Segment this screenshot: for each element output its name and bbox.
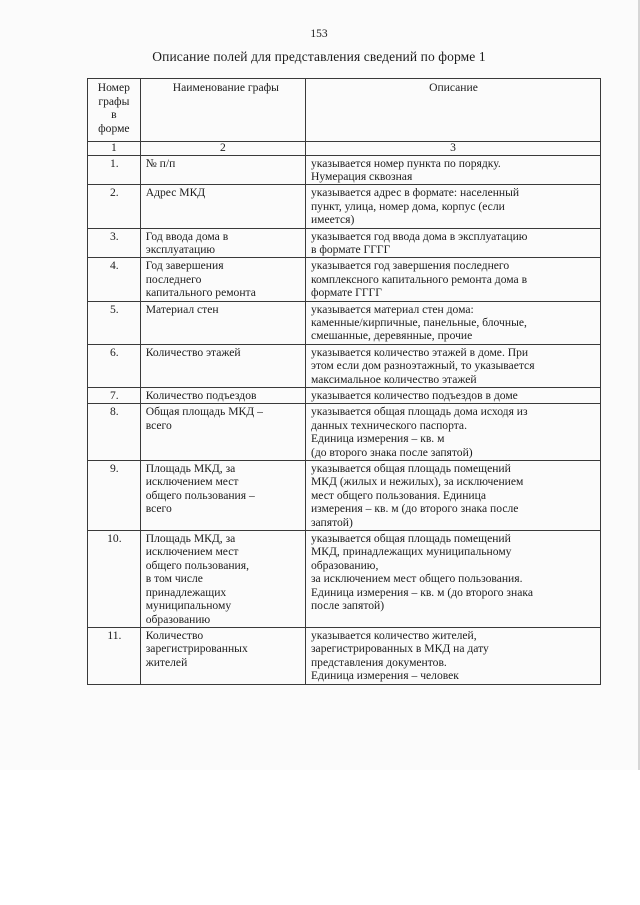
row-field-name: Количество этажей <box>140 344 305 387</box>
column-number-3: 3 <box>305 142 600 156</box>
header-column-name: Наименование графы <box>140 79 305 142</box>
row-number: 4. <box>88 258 141 301</box>
row-field-name: Адрес МКД <box>140 185 305 228</box>
row-field-name: Материал стен <box>140 301 305 344</box>
table-row <box>88 344 601 387</box>
document-title: Описание полей для представления сведений по форме 1 <box>152 49 486 64</box>
row-number: 10. <box>88 531 141 628</box>
table-row <box>88 228 601 258</box>
row-number: 6. <box>88 344 141 387</box>
row-number: 9. <box>88 461 141 531</box>
row-description: указывается общая площадь помещений МКД, принадлежащих муниципальному образованию, за исключением мест общего пользования. Единица измерения – кв. м (до второго знака после запятой) <box>305 531 600 628</box>
row-number: 5. <box>88 301 141 344</box>
table-row <box>88 388 601 404</box>
row-description: указывается год ввода дома в эксплуатацию в формате ГГГГ <box>305 228 600 258</box>
row-number: 2. <box>88 185 141 228</box>
row-number: 11. <box>88 627 141 684</box>
row-description: указывается материал стен дома: каменные/кирпичные, панельные, блочные, смешанные, деревянные, прочие <box>305 301 600 344</box>
table-row <box>88 155 601 185</box>
column-number-1: 1 <box>88 142 141 156</box>
table-row <box>88 404 601 461</box>
table-row <box>88 301 601 344</box>
fields-table <box>87 78 601 685</box>
row-field-name: Количество зарегистрированных жителей <box>140 627 305 684</box>
row-field-name: Общая площадь МКД – всего <box>140 404 305 461</box>
row-field-name: Количество подъездов <box>140 388 305 404</box>
column-numbers-row <box>88 142 601 156</box>
row-number: 7. <box>88 388 141 404</box>
row-field-name: Площадь МКД, за исключением мест общего пользования – всего <box>140 461 305 531</box>
row-description: указывается год завершения последнего комплексного капитального ремонта дома в формате ГГГГ <box>305 258 600 301</box>
row-description: указывается номер пункта по порядку. Нумерация сквозная <box>305 155 600 185</box>
column-number-2: 2 <box>140 142 305 156</box>
header-column-description: Описание <box>305 79 600 142</box>
row-field-name: Год завершения последнего капитального ремонта <box>140 258 305 301</box>
row-number: 8. <box>88 404 141 461</box>
table-row <box>88 461 601 531</box>
blank-page-area <box>0 770 640 905</box>
row-field-name: № п/п <box>140 155 305 185</box>
page-number: 153 <box>310 28 328 40</box>
row-description: указывается адрес в формате: населенный пункт, улица, номер дома, корпус (если имеется) <box>305 185 600 228</box>
row-description: указывается общая площадь помещений МКД (жилых и нежилых), за исключением мест общего пользования. Единица измерения – кв. м (до второго знака после запятой) <box>305 461 600 531</box>
row-description: указывается общая площадь дома исходя из данных технического паспорта. Единица измерения – кв. м (до второго знака после запятой) <box>305 404 600 461</box>
table-row <box>88 531 601 628</box>
row-description: указывается количество жителей, зарегистрированных в МКД на дату представления документов. Единица измерения – человек <box>305 627 600 684</box>
header-column-number: Номер графы в форме <box>88 79 141 142</box>
row-description: указывается количество подъездов в доме <box>305 388 600 404</box>
table-header-row <box>88 79 601 142</box>
table-row <box>88 627 601 684</box>
table-row <box>88 185 601 228</box>
row-field-name: Площадь МКД, за исключением мест общего пользования, в том числе принадлежащих муниципальному образованию <box>140 531 305 628</box>
row-number: 1. <box>88 155 141 185</box>
row-field-name: Год ввода дома в эксплуатацию <box>140 228 305 258</box>
row-number: 3. <box>88 228 141 258</box>
table-row <box>88 258 601 301</box>
row-description: указывается количество этажей в доме. При этом если дом разноэтажный, то указывается максимальное количество этажей <box>305 344 600 387</box>
